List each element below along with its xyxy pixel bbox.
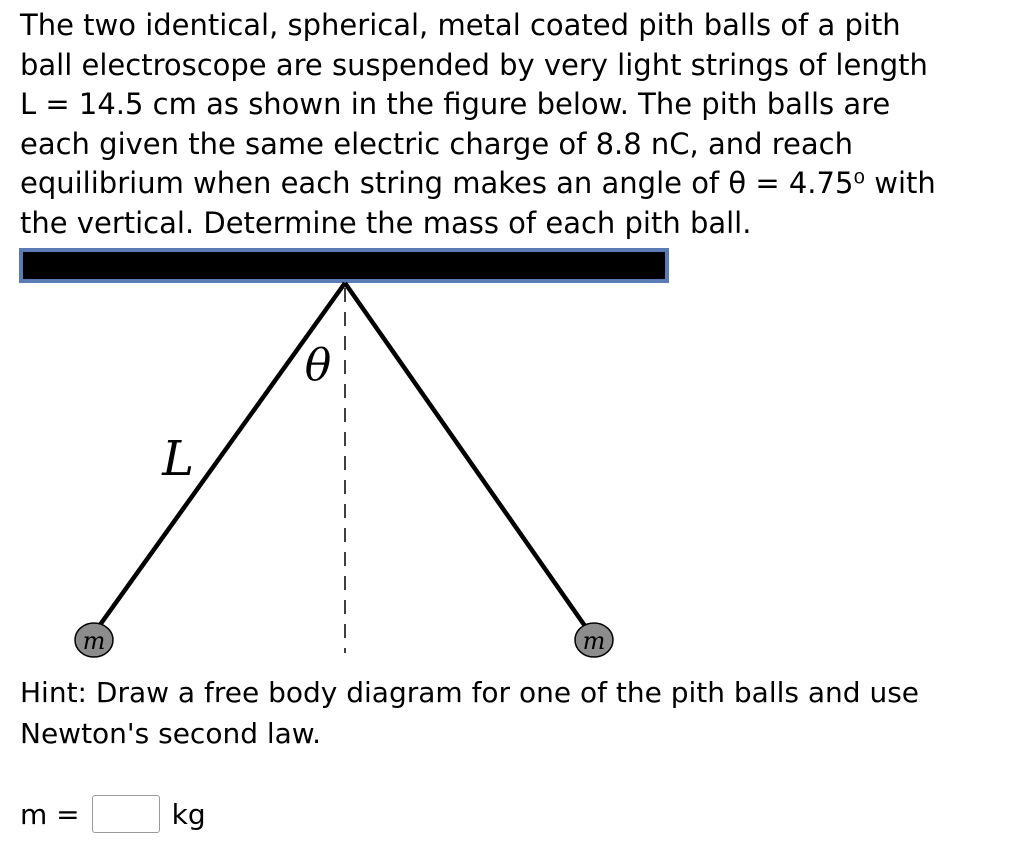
electroscope-figure (0, 248, 700, 668)
length-label: L (162, 431, 194, 487)
answer-row (20, 792, 206, 836)
hint-line: Hint: Draw a free body diagram for one of the pith balls and use (20, 676, 920, 709)
right-string (345, 283, 592, 636)
right-mass-label: m (582, 627, 606, 655)
problem-line: the vertical. Determine the mass of each pith ball. (20, 205, 752, 240)
answer-unit: kg (171, 797, 206, 831)
problem-statement (20, 6, 1010, 243)
left-mass-label: m (82, 627, 106, 655)
hint-text (20, 672, 1010, 754)
problem-line: equilibrium when each string makes an angle of θ = 4.75⁰ with (20, 166, 936, 200)
problem-line: each given the same electric charge of 8.8 nC, and reach (20, 126, 853, 161)
left-string (92, 283, 345, 636)
hint-line: Newton's second law. (20, 717, 322, 750)
problem-line: The two identical, spherical, metal coated pith balls of a pith (20, 8, 901, 42)
answer-label: m = (20, 797, 80, 831)
problem-line: L = 14.5 cm as shown in the figure below. The pith balls are (20, 87, 891, 121)
ceiling-bar (21, 250, 667, 281)
problem-line: ball electroscope are suspended by very light strings of length (20, 47, 928, 82)
mass-answer-input[interactable] (92, 795, 160, 833)
angle-label: θ (304, 340, 332, 391)
